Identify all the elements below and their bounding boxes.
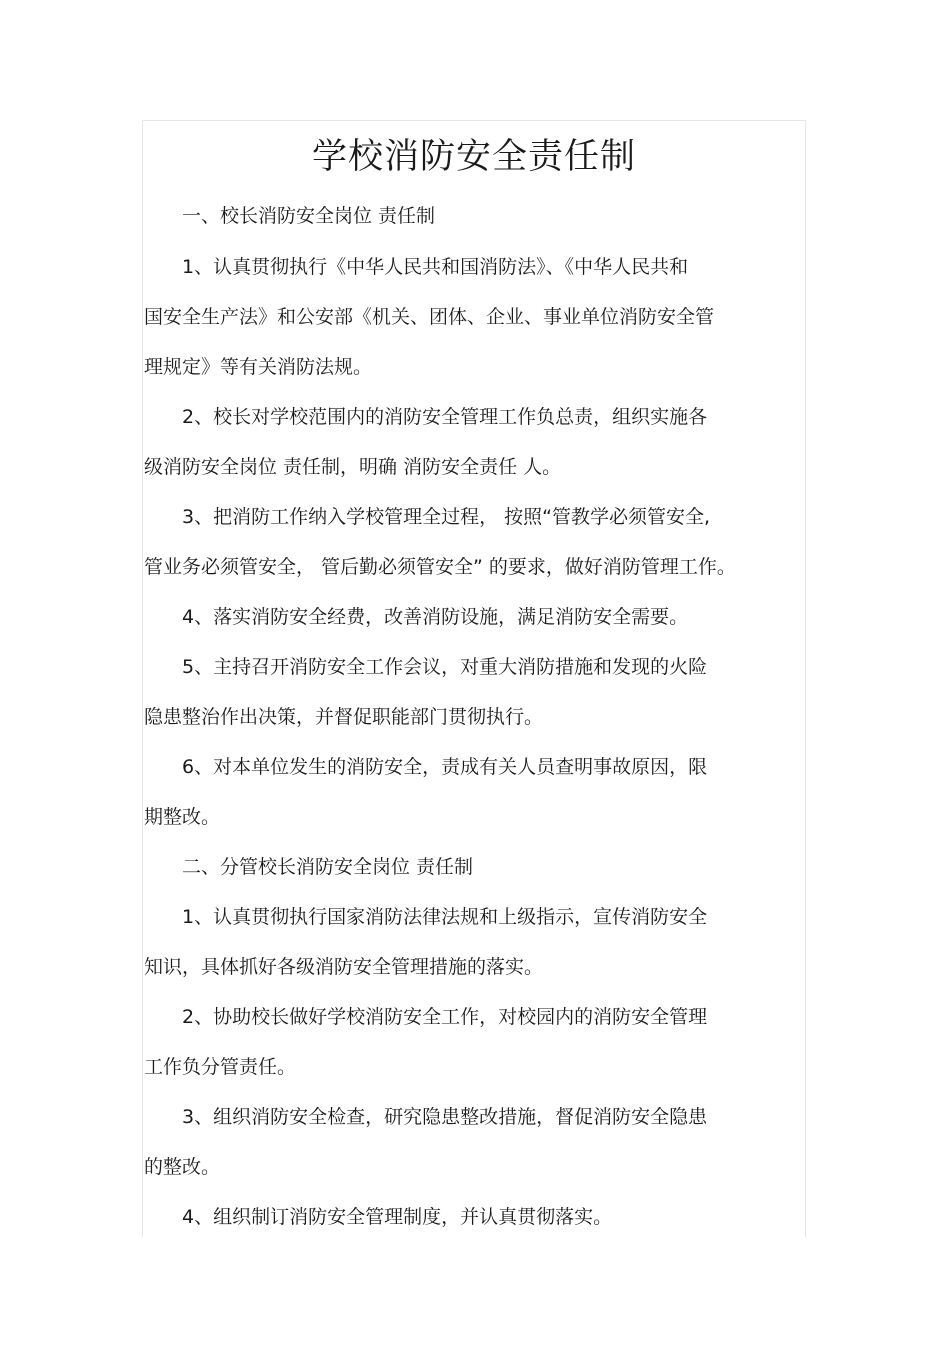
section-heading-deputy: 二、分管校长消防安全岗位 责任制 — [182, 856, 474, 878]
paragraph-line: 期整改。 — [144, 806, 221, 828]
paragraph-line: 知识，具体抓好各级消防安全管理措施的落实。 — [144, 956, 544, 978]
paragraph-line: 3、组织消防安全检查，研究隐患整改措施，督促消防安全隐患 — [182, 1106, 708, 1128]
paragraph-line: 1、认真贯彻执行《中华人民共和国消防法》、《中华人民共和 — [182, 256, 689, 278]
paragraph-line: 4、组织制订消防安全管理制度，并认真贯彻落实。 — [182, 1206, 613, 1228]
paragraph-line: 6、对本单位发生的消防安全，责成有关人员查明事故原因，限 — [182, 756, 708, 778]
paragraph-line: 2、协助校长做好学校消防安全工作，对校园内的消防安全管理 — [182, 1006, 708, 1028]
section-heading-principal: 一、校长消防安全岗位 责任制 — [182, 205, 436, 227]
paragraph-line: 级消防安全岗位 责任制，明确 消防安全责任 人。 — [144, 456, 562, 478]
document-title: 学校消防安全责任制 — [311, 137, 636, 177]
paragraph-line: 国安全生产法》和公安部《机关、团体、企业、事业单位消防安全管 — [144, 306, 715, 328]
paragraph-line: 工作负分管责任。 — [144, 1056, 297, 1078]
paragraph-line: 2、校长对学校范围内的消防安全管理工作负总责，组织实施各 — [182, 406, 708, 428]
paragraph-line: 理规定》等有关消防法规。 — [144, 356, 373, 378]
paragraph-line: 3、把消防工作纳入学校管理全过程， 按照“管教学必须管安全, — [182, 506, 711, 528]
paragraph-line: 1、认真贯彻执行国家消防法律法规和上级指示，宣传消防安全 — [182, 906, 708, 928]
paragraph-line: 的整改。 — [144, 1156, 221, 1178]
paragraph-line: 4、落实消防安全经费，改善消防设施，满足消防安全需要。 — [182, 606, 689, 628]
paragraph-line: 管业务必须管安全， 管后勤必须管安全” 的要求，做好消防管理工作。 — [144, 556, 736, 578]
paragraph-line: 隐患整治作出决策，并督促职能部门贯彻执行。 — [144, 706, 544, 728]
paragraph-line: 5、主持召开消防安全工作会议，对重大消防措施和发现的火险 — [182, 656, 708, 678]
